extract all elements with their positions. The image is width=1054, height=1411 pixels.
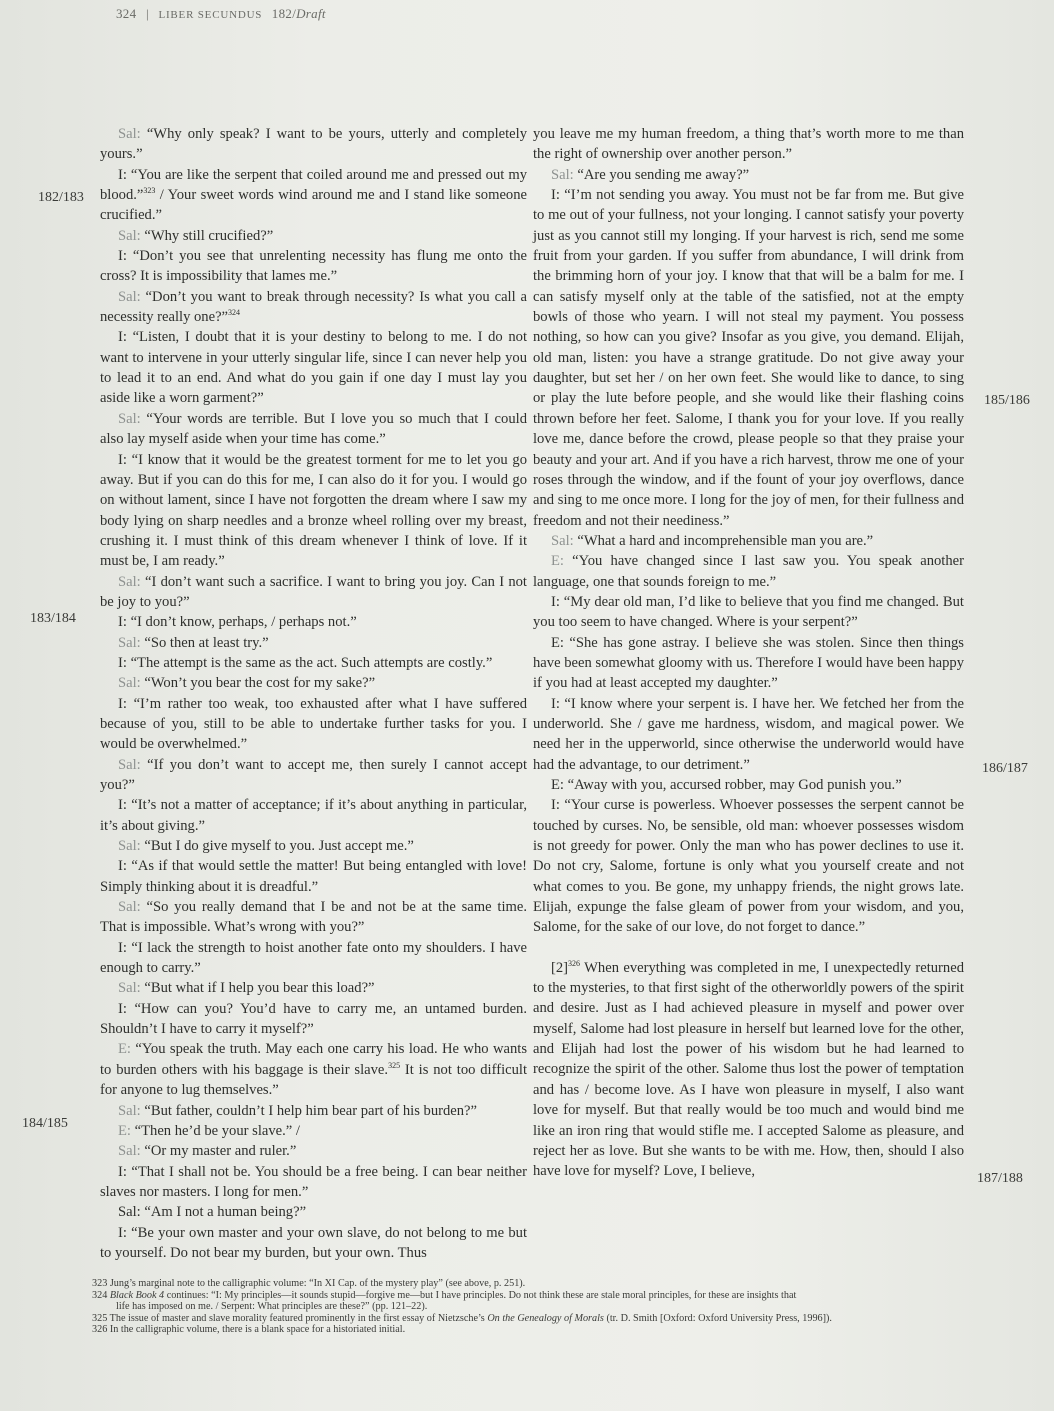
footnote-reference[interactable]: 323 <box>143 186 156 196</box>
dialogue-paragraph <box>100 1141 527 1161</box>
dialogue-paragraph <box>100 999 527 1040</box>
paragraph-text: “You have changed since I last saw you. You speak another language, one that sounds foreign to me.” <box>533 553 964 590</box>
dialogue-paragraph <box>533 185 964 531</box>
left-text-column <box>100 124 527 1263</box>
footnote: 323 Jung’s marginal note to the calligraphic volume: “In XI Cap. of the mystery play” (see above, p. 251). <box>92 1278 526 1289</box>
dialogue-paragraph <box>100 572 527 613</box>
paragraph-text: I: “The attempt is the same as the act. Such attempts are costly.” <box>118 654 493 671</box>
paragraph-text: “Are you sending me away?” <box>573 166 750 183</box>
speaker-label: Sal: <box>118 288 141 305</box>
footnote-continuation: life has imposed on me. / Serpent: What principles are these?” (pp. 121–22). <box>116 1301 428 1312</box>
paragraph-text: Sal: “Am I not a human being?” <box>118 1204 307 1221</box>
dialogue-paragraph <box>100 450 527 572</box>
dialogue-paragraph <box>533 958 964 1182</box>
dialogue-paragraph <box>100 856 527 897</box>
paragraph-text: When everything was completed in me, I unexpectedly returned to the mysteries, to that first sight of the otherworldly powers of the spirit and desire. Just as I had achieved pleasure in myself and power over myself, Salome had lost pleasure in herself but learned love for the other, and Elijah had lost the power of his wisdom but he had learned to recognize the spirit of the other. Salome thus lost the power of temptation and has / become love. As I have won pleasure in myself, I also want love for myself. But that really would be too much and would bind me like an iron ring that would stifle me. I accepted Salome as pleasure, and reject her as love. But she wants to be with me. How, then, should I also have love for myself? Love, I believe, <box>533 959 964 1180</box>
paragraph-text: “Your words are terrible. But I love you so much that I could also lay myself aside when your time has come.” <box>100 410 527 448</box>
dialogue-paragraph <box>100 1101 527 1121</box>
dialogue-paragraph <box>533 124 964 165</box>
paragraph-text: I: “Don’t you see that unrelenting necessity has flung me onto the cross? It is impossibility that lames me.” <box>100 248 527 285</box>
paragraph-text: “Why only speak? I want to be yours, utterly and completely yours.” <box>100 126 527 163</box>
dialogue-paragraph <box>533 165 964 185</box>
paragraph-text: I: “Be your own master and your own slave, do not belong to me but to yourself. Do not bear my burden, but your own. Thus <box>100 1224 527 1261</box>
dialogue-paragraph <box>533 795 964 937</box>
margin-note: 186/187 <box>982 761 1028 776</box>
dialogue-paragraph <box>533 551 964 592</box>
speaker-label: Sal: <box>118 838 141 855</box>
paragraph-text: I: “That I shall not be. You should be a free being. I can bear neither slaves nor masters. I long for men.” <box>100 1163 527 1200</box>
dialogue-paragraph <box>100 653 527 673</box>
speaker-label: Sal: <box>118 634 141 651</box>
paragraph-text: “I don’t want such a sacrifice. I want to bring you joy. Can I not be joy to you?” <box>100 573 527 610</box>
dialogue-paragraph <box>100 327 527 408</box>
dialogue-paragraph <box>100 836 527 856</box>
dialogue-paragraph <box>533 694 964 775</box>
section-label: Draft <box>296 6 326 21</box>
speaker-label: Sal: <box>118 126 141 142</box>
paragraph-text: I: “I’m rather too weak, too exhausted after what I have suffered because of you, still to be able to undertake further tasks for you. I would be overwhelmed.” <box>100 695 527 753</box>
dialogue-paragraph <box>100 1223 527 1264</box>
paragraph-text: you leave me my human freedom, a thing that’s worth more to me than the right of ownership over another person.” <box>533 126 964 163</box>
paragraph-text: “What a hard and incomprehensible man you are.” <box>573 532 874 549</box>
dialogue-paragraph <box>100 612 527 632</box>
footnote-text: (tr. D. Smith [Oxford: Oxford University Press, 1996]). <box>603 1312 832 1324</box>
dialogue-paragraph <box>100 1039 527 1100</box>
dialogue-paragraph <box>100 1121 527 1141</box>
paragraph-text: I: “I lack the strength to hoist another fate onto my shoulders. I have enough to carry.” <box>100 939 527 977</box>
dialogue-paragraph <box>100 633 527 653</box>
speaker-label: E: <box>118 1122 131 1139</box>
page-number: 324 <box>116 6 137 21</box>
paragraph-text: I: “Listen, I doubt that it is your destiny to belong to me. I do not want to intervene in your utterly singular life, since I can never help you to lead it to an end. And what do you gain if one day I must lay you aside like a worn garment?” <box>100 329 527 407</box>
footnote-number: 324 <box>92 1289 108 1301</box>
footnote-reference[interactable]: 326 <box>568 958 581 968</box>
dialogue-paragraph <box>100 246 527 287</box>
speaker-label: E: <box>551 553 564 570</box>
paragraph-text: I: “I don’t know, perhaps, / perhaps not.” <box>118 614 357 631</box>
footnote <box>92 1290 972 1302</box>
paragraph-text: I: “It’s not a matter of acceptance; if it’s about anything in particular, it’s about giving.” <box>100 797 527 834</box>
dialogue-paragraph <box>533 775 964 795</box>
speaker-label: Sal: <box>118 1143 141 1160</box>
dialogue-paragraph <box>100 165 527 226</box>
paragraph-text: I: “You are like the serpent that coiled around me and pressed out my blood.” <box>100 166 527 204</box>
paragraph-text: I: “My dear old man, I’d like to believe that you find me changed. But you too seem to have changed. Where is your serpent?” <box>533 593 964 631</box>
speaker-label: Sal: <box>118 756 141 773</box>
paragraph-text: I: “I’m not sending you away. You must not be far from me. But give to me out of your fullness, not your longing. I cannot satisfy your poverty just as you cannot still my longing. If your harvest is rich, send me some fruit from your garden. If you suffer from abundance, I will drink from the brimming horn of your joy. I know that that will be a balm for me. I can satisfy myself only at the table of the satisfied, not at the empty bowls of those who yearn. I will not steal my payment. You possess nothing, so how can you give? Insofar as you give, you demand. Elijah, old man, listen: you have a strange gratitude. Do not give away your daughter, but set her / on her own feet. She would like to dance, to sing or play the lute before people, and she would like their flashing coins thrown before her feet. Salome, I thank you for your love. If you really love me, dance before the crowd, please people so that they praise your beauty and your art. And if you have a rich harvest, throw me one of your roses through the window, and if the fount of your joy overflows, dance and sing to me once more. I long for the joy of men, for their fullness and freedom and not their neediness.” <box>533 187 964 529</box>
paragraph-text: I: “I know that it would be the greatest torment for me to let you go away. But if you can do this for me, I can also do it for you. I would go on without lament, since I have not forgotten the dream where I saw my body lying on sharp needles and a bronze wheel rolling over my breast, crushing it. I must think of this dream whenever I think of love. If it must be, I am ready.” <box>100 451 527 570</box>
dialogue-paragraph <box>100 897 527 938</box>
speaker-label: Sal: <box>118 899 141 916</box>
speaker-label: Sal: <box>551 166 574 183</box>
speaker-label: Sal: <box>118 675 141 692</box>
margin-note: 182/183 <box>38 190 84 205</box>
speaker-label: Sal: <box>551 532 574 549</box>
paragraph-text: It is not too difficult for anyone to lug themselves.” <box>100 1061 528 1099</box>
speaker-label: E: <box>118 1041 131 1058</box>
speaker-label: Sal: <box>118 227 141 244</box>
dialogue-paragraph <box>100 978 527 998</box>
dialogue-paragraph <box>100 226 527 246</box>
right-text-column <box>533 124 964 1182</box>
running-head <box>116 6 326 22</box>
paragraph-text: / Your sweet words wind around me and I stand like someone crucified.” <box>100 187 527 224</box>
margin-note: 185/186 <box>984 393 1030 408</box>
paragraph-text: “Don’t you want to break through necessity? Is what you call a necessity really one?” <box>100 288 527 326</box>
footnote-text: continues: “I: My principles—it sounds stupid—forgive me—but I have principles. Do not think these are stale moral principles, for these are insights that <box>164 1289 797 1301</box>
speaker-label: Sal: <box>118 410 141 427</box>
dialogue-paragraph <box>100 755 527 796</box>
dialogue-paragraph <box>100 1162 527 1203</box>
footnote <box>92 1313 972 1325</box>
paragraph-text: “Or my master and ruler.” <box>140 1143 297 1160</box>
header-separator: | <box>145 6 149 21</box>
paragraph-text: E: “She has gone astray. I believe she was stolen. Since then things have been somewhat gloomy with us. Therefore I would have been happy if you had at least accepted my daughter.” <box>533 634 964 692</box>
speaker-label: Sal: <box>118 573 141 590</box>
dialogue-paragraph <box>100 938 527 979</box>
dialogue-paragraph <box>100 124 527 165</box>
footnote-text: 325 The issue of master and slave morality featured prominently in the first essay of Nietzsche’s <box>92 1312 488 1324</box>
speaker-label: Sal: <box>118 1102 141 1119</box>
dialogue-paragraph <box>100 694 527 755</box>
paragraph-text: “But father, couldn’t I help him bear part of his burden?” <box>140 1102 478 1119</box>
margin-note: 183/184 <box>30 611 76 626</box>
paragraph-text: [2] <box>551 959 569 976</box>
paragraph-text: “But I do give myself to you. Just accept me.” <box>140 838 414 855</box>
dialogue-paragraph <box>100 673 527 693</box>
footnote-reference[interactable]: 324 <box>228 308 241 318</box>
dialogue-paragraph <box>100 409 527 450</box>
paragraph-text: “Why still crucified?” <box>140 227 274 244</box>
section-number: 182/ <box>271 6 297 21</box>
paragraph-text: “So you really demand that I be and not be at the same time. That is impossible. What’s wrong with you?” <box>100 899 527 936</box>
speaker-label: Sal: <box>118 980 141 997</box>
paragraph-text: I: “I know where your serpent is. I have her. We fetched her from the underworld. She / gave me hardness, wisdom, and magical power. We need her in the upperworld, since otherwise the underworld would have had the advantage, to our detriment.” <box>533 695 964 773</box>
footnotes <box>92 1278 972 1336</box>
paragraph-text: “So then at least try.” <box>140 634 269 651</box>
footnote-source-title: Black Book 4 <box>109 1289 165 1301</box>
footnote: 326 In the calligraphic volume, there is a blank space for a historiated initial. <box>92 1324 406 1335</box>
paragraph-text: “But what if I help you bear this load?” <box>140 980 375 997</box>
dialogue-paragraph <box>533 633 964 694</box>
margin-note: 184/185 <box>22 1116 68 1131</box>
footnote-reference[interactable]: 325 <box>388 1060 401 1070</box>
paragraph-text: E: “Away with you, accursed robber, may God punish you.” <box>551 777 902 793</box>
paragraph-text: I: “As if that would settle the matter! But being entangled with love! Simply thinking about it is dreadful.” <box>100 858 527 895</box>
dialogue-paragraph <box>100 1202 527 1222</box>
dialogue-paragraph <box>533 592 964 633</box>
dialogue-paragraph <box>100 795 527 836</box>
paragraph-text: “Won’t you bear the cost for my sake?” <box>140 675 376 692</box>
dialogue-paragraph <box>533 531 964 551</box>
book-title: LIBER SECUNDUS <box>158 9 263 21</box>
dialogue-paragraph <box>100 287 527 328</box>
margin-note: 187/188 <box>977 1171 1023 1186</box>
paragraph-text: I: “How can you? You’d have to carry me, an untamed burden. Shouldn’t I have to carry it myself?” <box>100 1000 527 1038</box>
footnote-source-title: On the Genealogy of Morals <box>487 1312 604 1324</box>
paragraph-text: “You speak the truth. May each one carry his load. He who wants to burden others with his baggage is their slave. <box>100 1041 527 1078</box>
paragraph-text: “If you don’t want to accept me, then surely I cannot accept you?” <box>100 756 527 793</box>
paragraph-text: I: “Your curse is powerless. Whoever possesses the serpent cannot be touched by curses. No, be sensible, old man: whoever possesses wisdom is not greedy for power. Only the man who has power declines to use it. Do not cry, Salome, fortune is only what you yourself create and not what comes to you. Be gone, my unhappy friends, the night grows late. Elijah, expunge the false gleam of power from your wisdom, and you, Salome, for the sake of our love, do not forget to dance.” <box>533 797 964 936</box>
paragraph-text: “Then he’d be your slave.” / <box>130 1122 300 1139</box>
